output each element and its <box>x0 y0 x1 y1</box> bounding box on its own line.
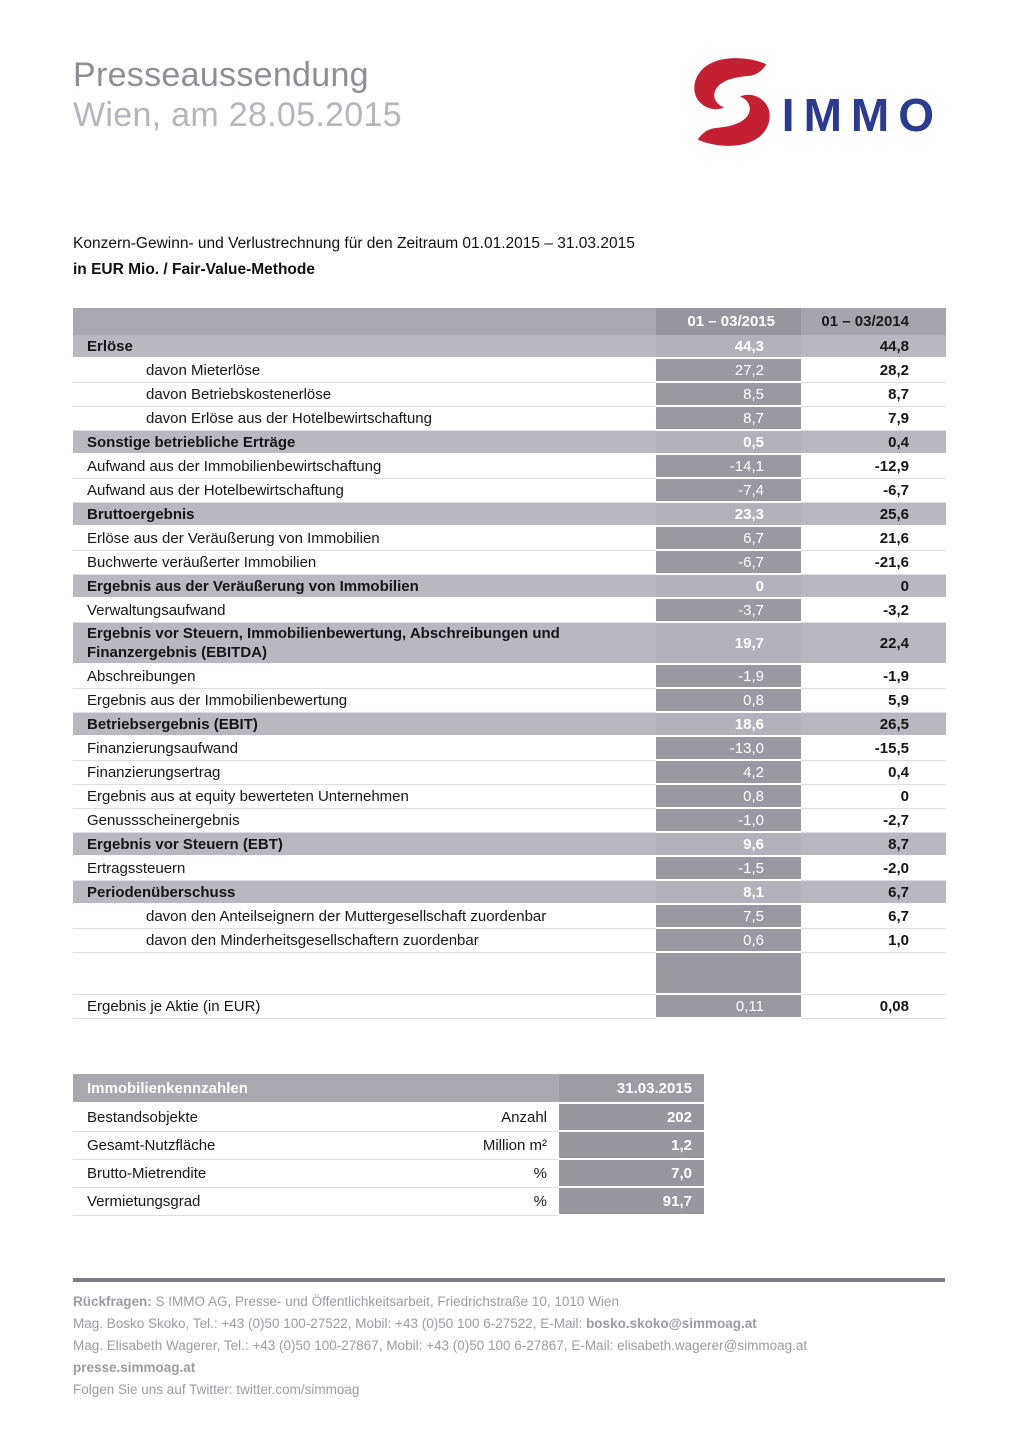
pnl-row <box>73 689 946 713</box>
pnl-value-2015: -6,7 <box>656 551 801 575</box>
pnl-value-2015: 6,7 <box>656 527 801 551</box>
kpi-row-unit: Anzahl <box>354 1104 559 1132</box>
pnl-value-2014: -3,2 <box>801 599 946 623</box>
pnl-row-label <box>73 953 656 995</box>
pnl-value-2015: 8,7 <box>656 407 801 431</box>
dateline: Wien, am 28.05.2015 <box>73 96 402 134</box>
pnl-value-2014: 1,0 <box>801 929 946 953</box>
pnl-value-2014: -2,0 <box>801 857 946 881</box>
contact-1-details: Mag. Bosko Skoko, Tel.: +43 (0)50 100-27522, Mobil: +43 (0)50 100 6-27522, E-Mail: <box>73 1316 587 1331</box>
pnl-value-2015: -14,1 <box>656 455 801 479</box>
footer-divider <box>73 1278 945 1282</box>
pnl-row <box>73 599 946 623</box>
pnl-row <box>73 785 946 809</box>
footer-website-line <box>73 1357 945 1379</box>
pnl-value-2015: 0,8 <box>656 689 801 713</box>
pnl-value-2014: -1,9 <box>801 665 946 689</box>
pnl-value-2015: 4,2 <box>656 761 801 785</box>
pnl-row-label: Erlöse aus der Veräußerung von Immobilien <box>73 527 656 551</box>
logo-s-icon <box>686 57 778 147</box>
pnl-row-label: Ergebnis aus der Immobilienbewertung <box>73 689 656 713</box>
pnl-value-2014: 5,9 <box>801 689 946 713</box>
pnl-value-2015: 0 <box>656 575 801 599</box>
pnl-value-2014: 0,4 <box>801 761 946 785</box>
pnl-row <box>73 995 946 1019</box>
pnl-row-label: Erlöse <box>73 335 656 359</box>
pnl-value-2014: 44,8 <box>801 335 946 359</box>
pnl-row <box>73 407 946 431</box>
pnl-row-label: Finanzierungsaufwand <box>73 737 656 761</box>
pnl-row <box>73 833 946 857</box>
pnl-row-label: Buchwerte veräußerter Immobilien <box>73 551 656 575</box>
pnl-value-2015: -3,7 <box>656 599 801 623</box>
pnl-row-label: Genussscheinergebnis <box>73 809 656 833</box>
masthead <box>73 55 945 147</box>
simmo-logo <box>686 57 943 147</box>
pnl-value-2015: 0,6 <box>656 929 801 953</box>
pnl-row-label: Aufwand aus der Hotelbewirtschaftung <box>73 479 656 503</box>
pnl-row <box>73 551 946 575</box>
pnl-value-2015: 44,3 <box>656 335 801 359</box>
kpi-row-unit: Million m² <box>354 1132 559 1160</box>
pnl-row <box>73 881 946 905</box>
kpi-row <box>73 1132 704 1160</box>
kpi-header-row <box>73 1074 704 1104</box>
pnl-value-2014: 7,9 <box>801 407 946 431</box>
pnl-value-2014: 21,6 <box>801 527 946 551</box>
kpi-row-value: 1,2 <box>559 1132 704 1160</box>
footer-contact-line-2 <box>73 1313 945 1335</box>
pnl-value-2014: -12,9 <box>801 455 946 479</box>
pnl-row <box>73 383 946 407</box>
pnl-value-2015: -1,5 <box>656 857 801 881</box>
pnl-row <box>73 455 946 479</box>
pnl-row-label: Ergebnis aus der Veräußerung von Immobilien <box>73 575 656 599</box>
footer-company-info: S IMMO AG, Presse- und Öffentlichkeitsarbeit, Friedrichstraße 10, 1010 Wien <box>151 1294 619 1309</box>
intro-line-2: in EUR Mio. / Fair-Value-Methode <box>73 261 315 278</box>
pnl-row <box>73 809 946 833</box>
pnl-value-2014: -6,7 <box>801 479 946 503</box>
contact-2-details: Mag. Elisabeth Wagerer, Tel.: +43 (0)50 100-27867, Mobil: +43 (0)50 100 6-27867, E-Mail: <box>73 1338 618 1353</box>
kpi-header-date: 31.03.2015 <box>559 1074 704 1104</box>
twitter-label: Folgen Sie uns auf Twitter: <box>73 1382 237 1397</box>
pnl-row <box>73 623 946 665</box>
pnl-value-2015: -13,0 <box>656 737 801 761</box>
pnl-row-label: davon den Minderheitsgesellschaftern zuordenbar <box>73 929 656 953</box>
pnl-row <box>73 527 946 551</box>
pnl-value-2014: -2,7 <box>801 809 946 833</box>
pnl-value-2015: 0,5 <box>656 431 801 455</box>
rueckfragen-label: Rückfragen: <box>73 1294 152 1309</box>
pnl-row <box>73 359 946 383</box>
pnl-value-2014: 0 <box>801 575 946 599</box>
pnl-value-2015: -7,4 <box>656 479 801 503</box>
pnl-row <box>73 737 946 761</box>
pnl-row <box>73 665 946 689</box>
pnl-value-2014: -21,6 <box>801 551 946 575</box>
pnl-value-2015: 0,8 <box>656 785 801 809</box>
kpi-row-label: Brutto-Mietrendite <box>73 1160 354 1188</box>
pnl-value-2015: 7,5 <box>656 905 801 929</box>
pnl-row <box>73 905 946 929</box>
pnl-row-label: davon Erlöse aus der Hotelbewirtschaftung <box>73 407 656 431</box>
pnl-row <box>73 431 946 455</box>
page-title: Presseaussendung <box>73 56 369 94</box>
pnl-row-label: Periodenüberschuss <box>73 881 656 905</box>
pnl-header-2015: 01 – 03/2015 <box>656 308 801 335</box>
twitter-link[interactable]: twitter.com/simmoag <box>236 1382 360 1397</box>
pnl-row-label: Ergebnis aus at equity bewerteten Unternehmen <box>73 785 656 809</box>
pnl-row-label: Finanzierungsertrag <box>73 761 656 785</box>
kpi-row-label: Gesamt-Nutzfläche <box>73 1132 354 1160</box>
kpi-table <box>73 1074 704 1216</box>
footer <box>73 1278 945 1401</box>
pnl-value-2014 <box>801 953 946 995</box>
pnl-row <box>73 713 946 737</box>
pnl-header-2014: 01 – 03/2014 <box>801 308 946 335</box>
pnl-row <box>73 761 946 785</box>
pnl-value-2014: 25,6 <box>801 503 946 527</box>
pnl-value-2014: -15,5 <box>801 737 946 761</box>
kpi-row <box>73 1188 704 1216</box>
table-caption <box>73 231 945 283</box>
pnl-row <box>73 929 946 953</box>
pnl-row <box>73 575 946 599</box>
pnl-row-label: Betriebsergebnis (EBIT) <box>73 713 656 737</box>
pnl-value-2015: 8,5 <box>656 383 801 407</box>
pnl-spacer-row <box>73 953 946 995</box>
pnl-value-2014: 26,5 <box>801 713 946 737</box>
footer-contact-line-3 <box>73 1335 945 1357</box>
pnl-value-2014: 22,4 <box>801 623 946 665</box>
pnl-value-2014: 28,2 <box>801 359 946 383</box>
pnl-row-label: Sonstige betriebliche Erträge <box>73 431 656 455</box>
kpi-row-unit: % <box>354 1160 559 1188</box>
kpi-row-label: Vermietungsgrad <box>73 1188 354 1216</box>
kpi-row-value: 202 <box>559 1104 704 1132</box>
pnl-value-2014: 6,7 <box>801 905 946 929</box>
pnl-value-2015: -1,9 <box>656 665 801 689</box>
kpi-row-value: 7,0 <box>559 1160 704 1188</box>
pnl-value-2015: 8,1 <box>656 881 801 905</box>
pnl-value-2015 <box>656 953 801 995</box>
pnl-row <box>73 335 946 359</box>
pnl-header-empty <box>73 308 656 335</box>
pnl-row-label: Aufwand aus der Immobilienbewirtschaftung <box>73 455 656 479</box>
pnl-value-2015: 23,3 <box>656 503 801 527</box>
pnl-value-2014: 8,7 <box>801 383 946 407</box>
logo-wordmark: IMMO <box>781 89 943 141</box>
pnl-value-2015: 19,7 <box>656 623 801 665</box>
kpi-row-value: 91,7 <box>559 1188 704 1216</box>
pnl-value-2015: 27,2 <box>656 359 801 383</box>
pnl-row-label: Ergebnis vor Steuern, Immobilienbewertung, Abschreibungen und Finanzergebnis (EBITDA) <box>73 623 656 665</box>
intro-line-1: Konzern-Gewinn- und Verlustrechnung für den Zeitraum 01.01.2015 – 31.03.2015 <box>73 235 635 252</box>
kpi-header-title: Immobilienkennzahlen <box>73 1074 559 1104</box>
footer-twitter-line <box>73 1379 945 1401</box>
pnl-table <box>73 308 946 1019</box>
pnl-row-label: Abschreibungen <box>73 665 656 689</box>
pnl-row-label: Ergebnis vor Steuern (EBT) <box>73 833 656 857</box>
kpi-row-unit: % <box>354 1188 559 1216</box>
kpi-row-label: Bestandsobjekte <box>73 1104 354 1132</box>
footer-contact-line-1 <box>73 1291 945 1313</box>
pnl-value-2014: 0,08 <box>801 995 946 1019</box>
pnl-row-label: Bruttoergebnis <box>73 503 656 527</box>
kpi-row <box>73 1160 704 1188</box>
pnl-value-2014: 0 <box>801 785 946 809</box>
website-link[interactable]: presse.simmoag.at <box>73 1360 196 1375</box>
contact-1-email-link[interactable]: bosko.skoko@simmoag.at <box>586 1316 757 1331</box>
kpi-row <box>73 1104 704 1132</box>
pnl-row <box>73 479 946 503</box>
pnl-value-2015: 0,11 <box>656 995 801 1019</box>
pnl-row-label: Ergebnis je Aktie (in EUR) <box>73 995 656 1019</box>
pnl-row-label: Ertragssteuern <box>73 857 656 881</box>
pnl-value-2014: 6,7 <box>801 881 946 905</box>
contact-2-email-link[interactable]: elisabeth.wagerer@simmoag.at <box>617 1338 808 1353</box>
pnl-value-2015: 9,6 <box>656 833 801 857</box>
pnl-row-label: Verwaltungsaufwand <box>73 599 656 623</box>
pnl-value-2015: 18,6 <box>656 713 801 737</box>
pnl-row-label: davon Betriebskostenerlöse <box>73 383 656 407</box>
pnl-header-row <box>73 308 946 335</box>
pnl-value-2014: 8,7 <box>801 833 946 857</box>
masthead-titles <box>73 55 402 135</box>
pnl-row-label: davon den Anteilseignern der Muttergesellschaft zuordenbar <box>73 905 656 929</box>
pnl-row <box>73 503 946 527</box>
pnl-row <box>73 857 946 881</box>
pnl-value-2015: -1,0 <box>656 809 801 833</box>
pnl-value-2014: 0,4 <box>801 431 946 455</box>
pnl-row-label: davon Mieterlöse <box>73 359 656 383</box>
